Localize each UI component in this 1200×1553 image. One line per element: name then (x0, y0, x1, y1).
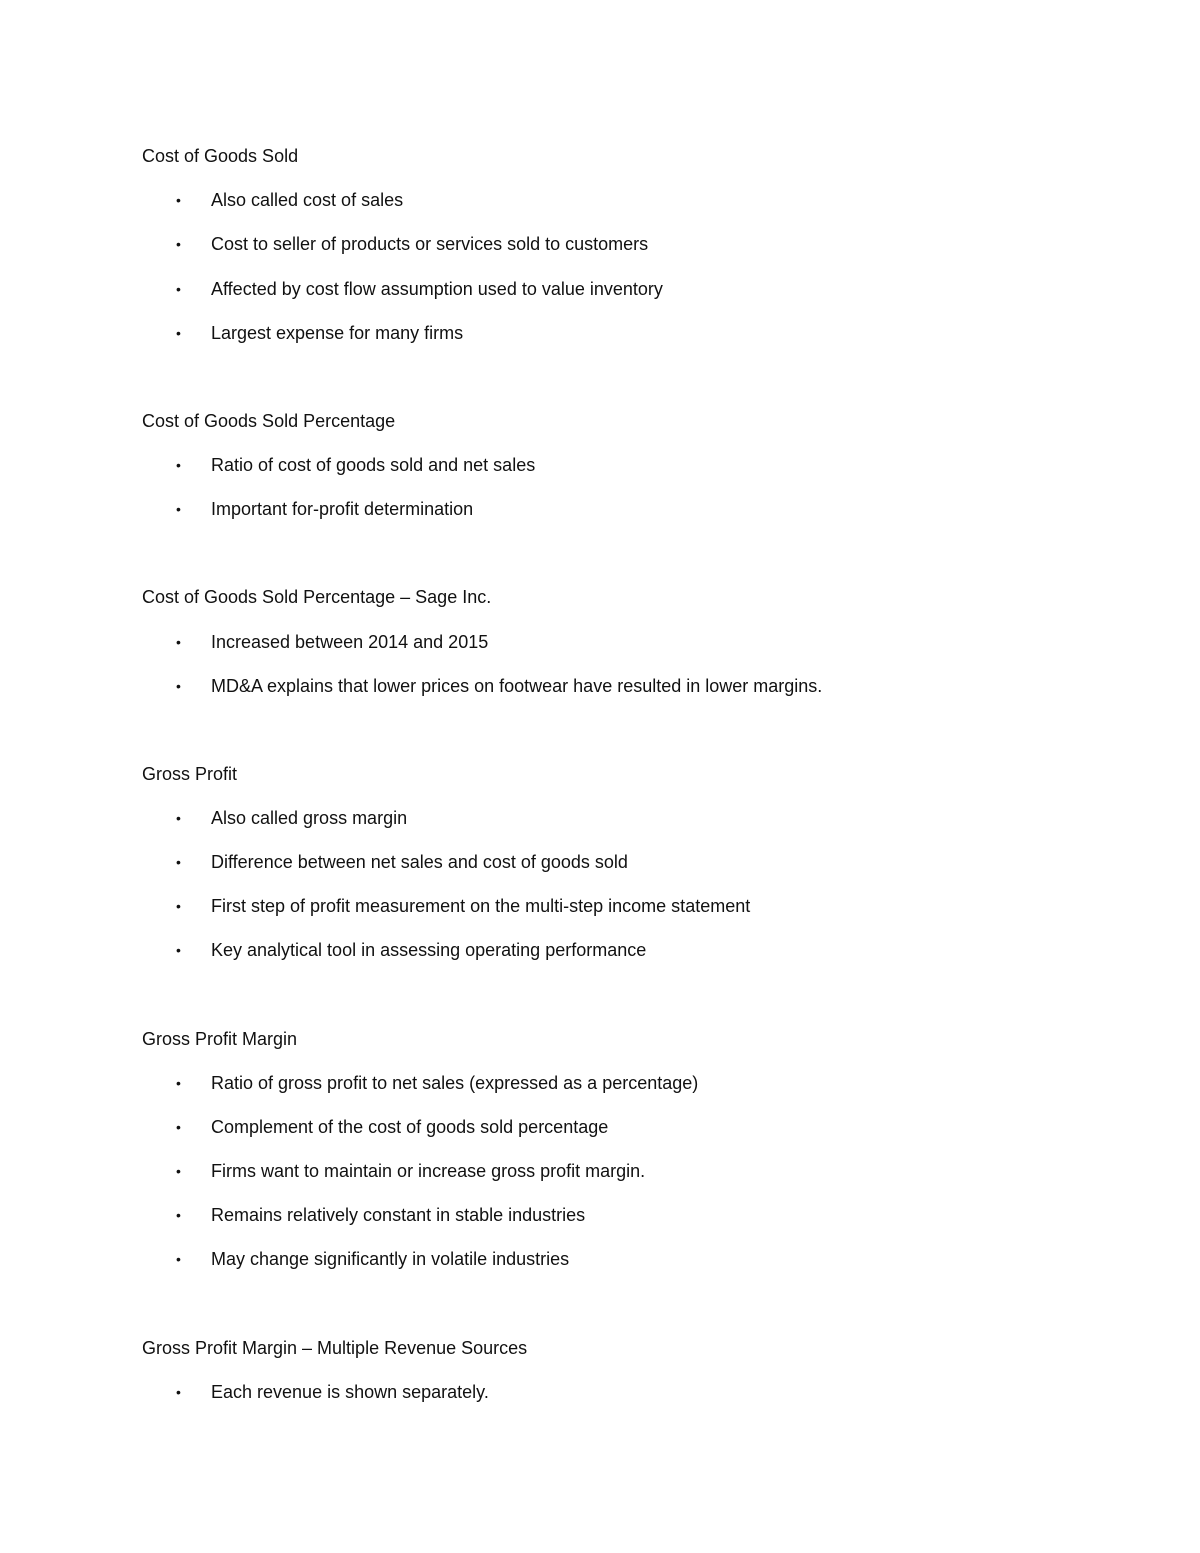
bullet-text: Cost to seller of products or services sold to customers (211, 234, 649, 254)
bullet-icon: • (176, 1207, 181, 1223)
bullet-icon: • (176, 854, 181, 870)
bullet-icon: • (176, 501, 181, 517)
bullet-icon: • (176, 1384, 181, 1400)
bullet-icon: • (176, 457, 181, 473)
bullet-icon: • (176, 634, 181, 650)
section-heading: Gross Profit (142, 764, 238, 784)
bullet-icon: • (176, 325, 181, 341)
bullet-icon: • (176, 1163, 181, 1179)
bullet-icon: • (176, 898, 181, 914)
bullet-icon: • (176, 678, 181, 694)
bullet-text: First step of profit measurement on the multi-step income statement (211, 896, 751, 916)
bullet-icon: • (176, 1119, 181, 1135)
bullet-text: Difference between net sales and cost of goods sold (211, 852, 628, 872)
bullet-icon: • (176, 236, 181, 252)
bullet-text: MD&A explains that lower prices on footwear have resulted in lower margins. (211, 676, 823, 696)
bullet-text: Also called cost of sales (211, 190, 404, 210)
bullet-text: Each revenue is shown separately. (211, 1382, 489, 1402)
bullet-icon: • (176, 942, 181, 958)
bullet-text: Increased between 2014 and 2015 (211, 632, 489, 652)
section-heading: Gross Profit Margin – Multiple Revenue Sources (142, 1338, 528, 1358)
section-heading: Cost of Goods Sold Percentage (142, 411, 396, 431)
bullet-text: Ratio of gross profit to net sales (expressed as a percentage) (211, 1073, 699, 1093)
bullet-text: Affected by cost flow assumption used to value inventory (211, 279, 663, 299)
bullet-icon: • (176, 1075, 181, 1091)
bullet-text: Key analytical tool in assessing operating performance (211, 940, 647, 960)
bullet-text: Remains relatively constant in stable industries (211, 1205, 586, 1225)
bullet-text: Firms want to maintain or increase gross profit margin. (211, 1161, 646, 1181)
bullet-icon: • (176, 281, 181, 297)
bullet-icon: • (176, 192, 181, 208)
bullet-icon: • (176, 810, 181, 826)
bullet-text: Also called gross margin (211, 808, 408, 828)
section-heading: Cost of Goods Sold Percentage – Sage Inc. (142, 587, 492, 607)
bullet-text: Ratio of cost of goods sold and net sales (211, 455, 536, 475)
bullet-text: Important for-profit determination (211, 499, 474, 519)
section-heading: Cost of Goods Sold (142, 146, 299, 166)
bullet-text: Complement of the cost of goods sold percentage (211, 1117, 609, 1137)
section-heading: Gross Profit Margin (142, 1029, 298, 1049)
bullet-text: Largest expense for many firms (211, 323, 464, 343)
bullet-icon: • (176, 1251, 181, 1267)
bullet-text: May change significantly in volatile industries (211, 1249, 570, 1269)
